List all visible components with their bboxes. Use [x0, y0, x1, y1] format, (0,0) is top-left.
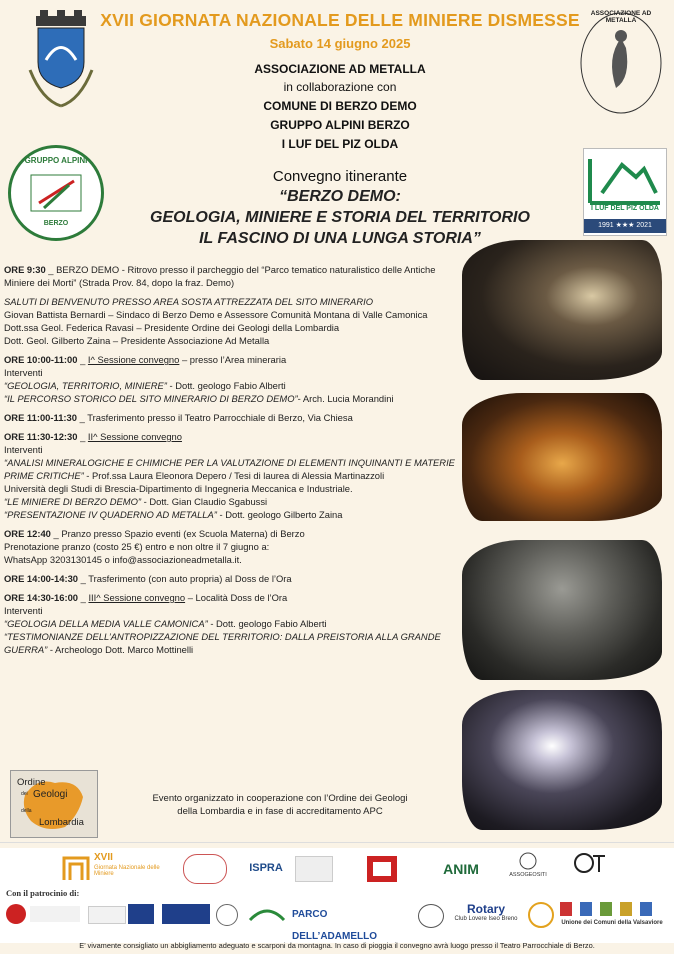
- talk-title: “GEOLOGIA, TERRITORIO, MINIERE”: [4, 380, 167, 391]
- talk-author: - Dott. geologo Fabio Alberti: [210, 618, 327, 629]
- program-time: ORE 11:00-11:30: [4, 412, 77, 423]
- ordine-logo-line5: Lombardia: [39, 817, 84, 828]
- program: [4, 263, 464, 662]
- mine-photo-2: [462, 393, 662, 521]
- giornata-logo-number: XVII: [94, 852, 113, 863]
- seal-text: ASSOCIAZIONE AD METALLA: [590, 10, 652, 24]
- program-block: [4, 263, 464, 289]
- program-text: _ BERZO DEMO - Ritrovo presso il parcheggio del “Parco tematico naturalistico delle Antiche Miniere dei Morti” (Strada Prov. 84, dopo la fraz. Demo): [4, 264, 436, 288]
- unione-logo-text: Unione dei Comuni della Valsaviore: [561, 920, 663, 926]
- program-block: ORE 14:30-16:00 _ III^ Sessione convegno – Località Doss de l’Ora Interventi “GEOLOGIA DELLA MEDIA VALLE CAMONICA” - Dott. geologo Fabio Alberti “TESTIMONIANZE DELL’ANTROPIZZAZIONE DEL TERRITORIO: DALLA PREISTORIA ALLA GRANDE GUERRA” - Archeologo Dott. Marco Mottinelli: [4, 591, 464, 656]
- sponsor-logo: [88, 906, 126, 924]
- convegno-title-line3: IL FASCINO DI UNA LUNGA STORIA”: [199, 230, 481, 247]
- municipal-crest-logo: [22, 10, 100, 110]
- talk-title: “PRESENTAZIONE IV QUADERNO AD METALLA”: [4, 509, 217, 520]
- sponsor-logo: [216, 904, 238, 926]
- ordine-geologi-logo: [10, 770, 98, 838]
- program-block: [4, 572, 464, 585]
- talk-title: “GEOLOGIA DELLA MEDIA VALLE CAMONICA”: [4, 618, 208, 629]
- mine-photo-4: [462, 690, 662, 830]
- divider: [0, 842, 674, 843]
- mine-photo-1: [462, 240, 662, 380]
- alpini-logo-text: GRUPPO ALPINI: [24, 156, 88, 165]
- session-label: III^ Sessione convegno: [88, 592, 186, 603]
- convegno-title-line1: “BERZO DEMO:: [279, 188, 401, 205]
- ordine-logo-line1: Ordine: [17, 777, 46, 788]
- assogeositi-logo-text: ASSOGEOSITI: [509, 872, 547, 878]
- talk-author: - Dott. Gian Claudio Sgabussi: [143, 496, 268, 507]
- program-text: _ Trasferimento presso il Teatro Parrocchiale di Berzo, Via Chiesa: [79, 412, 353, 423]
- partner-luf: I LUF DEL PIZ OLDA: [281, 137, 399, 151]
- program-time: ORE 11:30-12:30: [4, 431, 78, 442]
- sponsor-logo: [30, 906, 80, 922]
- booking-line: Prenotazione pranzo (costo 25 €) entro e non oltre il 7 giugno a:: [4, 541, 270, 552]
- partner-comune: COMUNE DI BERZO DEMO: [263, 99, 417, 113]
- sponsor-logo: [162, 904, 210, 924]
- rotary-logo-sub: Club Lovere Iseo Breno: [454, 916, 518, 922]
- giornata-miniere-logo: [62, 852, 172, 884]
- speaker-line: Giovan Battista Bernardi – Sindaco di Berzo Demo e Assessore Comunità Montana di Valle Camonica: [4, 309, 428, 320]
- sponsor-logos: [0, 848, 674, 943]
- luf-logo-years: 1991 ★★★ 2021: [584, 219, 666, 233]
- ordine-logo-line4: della: [21, 808, 32, 814]
- council-europe-logo: [128, 904, 154, 924]
- cooperation-line2: della Lombardia e in fase di accreditamento APC: [177, 806, 383, 817]
- program-time: ORE 14:00-14:30: [4, 573, 78, 584]
- convegno-title-line2: GEOLOGIA, MINIERE E STORIA DEL TERRITORIO: [150, 209, 530, 226]
- gt-logo: [570, 852, 610, 886]
- footer-note: E’ vivamente consigliato un abbigliamento adeguato e scarponi da montagna. In caso di pioggia il convegno avrà luogo presso il Teatro Parrocchiale di Berzo.: [79, 941, 595, 950]
- session-label: II^ Sessione convegno: [87, 431, 182, 442]
- ispra-logo: ISPRA: [249, 862, 283, 874]
- cooperation-note: [110, 792, 450, 818]
- talk-title: “TESTIMONIANZE DELL’ANTROPIZZAZIONE DEL TERRITORIO: DALLA PREISTORIA ALLA GRANDE GUERRA”: [4, 631, 441, 655]
- gruppo-alpini-logo: [8, 145, 104, 241]
- ad-metalla-seal-logo: [576, 8, 666, 118]
- convegno-block: [100, 168, 580, 248]
- luf-piz-olda-logo: [583, 148, 667, 236]
- sponsor-logo: [248, 906, 286, 922]
- talk-title: “LE MINIERE DI BERZO DEMO”: [4, 496, 141, 507]
- interventi-label: Interventi: [4, 444, 43, 455]
- organizer-name: ASSOCIAZIONE AD METALLA: [254, 62, 426, 76]
- event-date: Sabato 14 giugno 2025: [269, 36, 411, 51]
- cooperation-line1: Evento organizzato in cooperazione con l’Ordine dei Geologi: [152, 793, 408, 804]
- program-time: ORE 12:40: [4, 528, 51, 539]
- convegno-label: Convegno itinerante: [272, 168, 408, 185]
- talk-author: - Prof.ssa Laura Eleonora Depero / Tesi di laurea di Alessia Martinazzoli: [86, 470, 385, 481]
- giornata-logo-text: Giornata Nazionale delle Miniere: [94, 865, 160, 877]
- talk-author: - Dott. geologo Gilberto Zaina: [219, 509, 343, 520]
- sponsor-logo: [295, 856, 333, 882]
- anim-logo: ANIM: [443, 861, 479, 877]
- rotary-logo: [448, 902, 524, 930]
- aipai-logo: [347, 856, 417, 882]
- talk-title: “ANALISI MINERALOGICHE E CHIMICHE PER LA VALUTAZIONE DI ELEMENTI INQUINANTI E MATERIE PRIME CRITICHE”: [4, 457, 455, 481]
- speaker-line: Dott.ssa Geol. Federica Ravasi – Presidente Ordine dei Geologi della Lombardia: [4, 322, 340, 333]
- mine-photo-3: [462, 540, 662, 680]
- talk-title: “IL PERCORSO STORICO DEL SITO MINERARIO DI BERZO DEMO”: [4, 393, 298, 404]
- program-text: – presso l’Area mineraria: [181, 354, 287, 365]
- sponsor-logo: [183, 854, 227, 884]
- program-block: [4, 295, 464, 347]
- interventi-label: Interventi: [4, 605, 43, 616]
- speaker-line: Dott. Geol. Gilberto Zaina – Presidente Associazione Ad Metalla: [4, 335, 270, 346]
- ordine-logo-line2: dei: [21, 791, 28, 797]
- collaboration-label: in collaborazione con: [283, 80, 397, 94]
- welcome-heading: SALUTI DI BENVENUTO PRESSO AREA SOSTA ATTREZZATA DEL SITO MINERARIO: [4, 296, 373, 307]
- affiliation-line: Università degli Studi di Brescia-Dipartimento di Ingegneria Meccanica e Industriale.: [4, 483, 353, 494]
- parco-adamello-logo: PARCO DELL’ADAMELLO: [292, 909, 377, 942]
- program-time: ORE 14:30-16:00: [4, 592, 78, 603]
- talk-author: - Dott. geologo Fabio Alberti: [169, 380, 286, 391]
- alpini-logo-sub: BERZO: [43, 220, 69, 227]
- program-text: _ Pranzo presso Spazio eventi (ex Scuola Materna) di Berzo: [53, 528, 305, 539]
- assogeositi-logo: [500, 852, 556, 886]
- luf-logo-text: I LUF DEL PIZ OLDA: [591, 205, 659, 212]
- patrocinio-label: Con il patrocinio di:: [6, 888, 80, 898]
- interventi-label: Interventi: [4, 367, 43, 378]
- program-block: ORE 10:00-11:00 _ I^ Sessione convegno – presso l’Area mineraria Interventi “GEOLOGIA, TERRITORIO, MINIERE” - Dott. geologo Fabio Alberti “IL PERCORSO STORICO DEL SITO MINERARIO DI BERZO DEMO”- Arch. Lucia Morandini: [4, 353, 464, 405]
- program-block: [4, 411, 464, 424]
- sponsor-logo: [6, 904, 26, 924]
- program-time: ORE 10:00-11:00: [4, 354, 78, 365]
- program-text: _ Trasferimento (con auto propria) al Doss de l’Ora: [80, 573, 292, 584]
- ordine-logo-line3: Geologi: [33, 789, 68, 800]
- session-label: I^ Sessione convegno: [87, 354, 180, 365]
- rotary-wheel-icon: [528, 902, 554, 928]
- sponsor-logo: [418, 904, 444, 928]
- program-time: ORE 9:30: [4, 264, 46, 275]
- partner-alpini: GRUPPO ALPINI BERZO: [270, 118, 410, 132]
- program-block: ORE 11:30-12:30 _ II^ Sessione convegno Interventi “ANALISI MINERALOGICHE E CHIMICHE PER LA VALUTAZIONE DI ELEMENTI INQUINANTI E MATERIE PRIME CRITICHE” - Prof.ssa Laura Eleonora Depero / Tesi di laurea di Alessia Martinazzoli Università degli Studi di Brescia-Dipartimento di Ingegneria Meccanica e Industriale. “LE MINIERE DI BERZO DEMO” - Dott. Gian Claudio Sgabussi “PRESENTAZIONE IV QUADERNO AD METALLA” - Dott. geologo Gilberto Zaina: [4, 430, 464, 521]
- event-title: XVII GIORNATA NAZIONALE DELLE MINIERE DISMESSE: [100, 10, 580, 30]
- program-block: [4, 527, 464, 566]
- contact-line: WhatsApp 3203130145 o info@associazioneadmetalla.it.: [4, 554, 242, 565]
- talk-author: - Arch. Lucia Morandini: [297, 393, 394, 404]
- unione-comuni-logo: [556, 900, 668, 930]
- talk-author: - Archeologo Dott. Marco Mottinelli: [49, 644, 194, 655]
- rotary-logo-text: Rotary: [466, 902, 505, 916]
- program-text: – Località Doss de l’Ora: [187, 592, 288, 603]
